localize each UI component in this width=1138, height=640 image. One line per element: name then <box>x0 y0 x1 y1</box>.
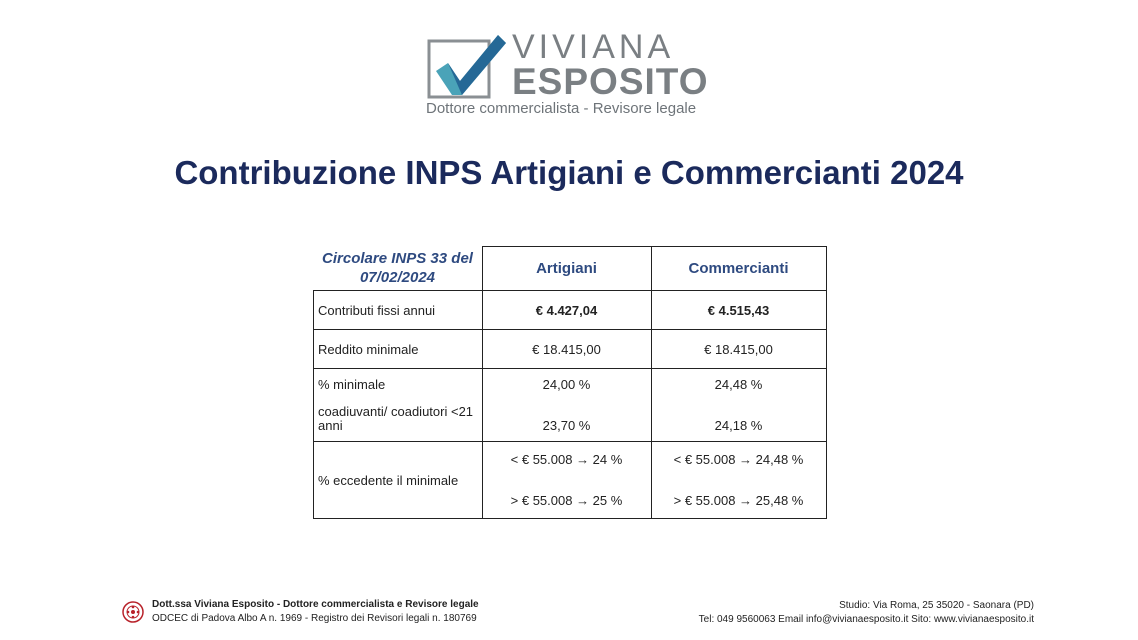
logo-subtitle: Dottore commercialista - Revisore legale <box>426 100 697 117</box>
row-label: Contributi fissi annui <box>314 291 483 330</box>
cell-artigiani <box>482 369 651 442</box>
table-row <box>314 291 827 330</box>
footer-name: Dott.ssa Viviana Esposito - Dottore commercialista e Revisore legale <box>152 599 479 610</box>
odcec-seal-icon <box>122 601 144 623</box>
value-below-threshold: < € 55.008 → 24,48 % <box>673 452 804 467</box>
row-label: coadiuvanti/ coadiutori <21 anni <box>318 404 474 433</box>
cell-commercianti: € 4.515,43 <box>651 291 826 330</box>
footer-address: Studio: Via Roma, 25 35020 - Saonara (PD) <box>839 600 1034 611</box>
cell-commercianti <box>651 369 826 442</box>
checkmark-logo-icon <box>426 33 508 99</box>
row-label: % eccedente il minimale <box>314 442 483 519</box>
cell-artigiani <box>482 442 651 519</box>
table-row <box>314 442 827 519</box>
row-label: Reddito minimale <box>314 330 483 369</box>
value-minimale: 24,00 % <box>542 377 591 392</box>
cell-commercianti <box>651 442 826 519</box>
cell-artigiani: € 4.427,04 <box>482 291 651 330</box>
value-coadiuvanti: 24,18 % <box>714 418 763 433</box>
logo <box>426 28 726 123</box>
cell-commercianti: € 18.415,00 <box>651 330 826 369</box>
value-below-threshold: < € 55.008 → 24 % <box>510 452 623 467</box>
contribution-table <box>313 246 827 519</box>
logo-name-last: ESPOSITO <box>512 61 709 102</box>
footer-contacts: Tel: 049 9560063 Email info@vivianaesposito.it Sito: www.vivianaesposito.it <box>698 614 1034 625</box>
footer-right <box>699 599 1034 627</box>
column-header-commercianti: Commercianti <box>651 247 826 291</box>
logo-name-first: VIVIANA <box>512 28 675 66</box>
footer-registry: ODCEC di Padova Albo A n. 1969 - Registro dei Revisori legali n. 180769 <box>152 613 477 624</box>
row-label-cell <box>314 369 483 442</box>
page-title: Contribuzione INPS Artigiani e Commercianti 2024 <box>174 154 964 191</box>
value-above-threshold: > € 55.008 → 25,48 % <box>673 493 804 508</box>
table-row <box>314 330 827 369</box>
value-coadiuvanti: 23,70 % <box>542 418 591 433</box>
value-minimale: 24,48 % <box>714 377 763 392</box>
column-header-artigiani: Artigiani <box>482 247 651 291</box>
table-corner-label: Circolare INPS 33 del 07/02/2024 <box>314 247 483 291</box>
cell-artigiani: € 18.415,00 <box>482 330 651 369</box>
row-label: % minimale <box>318 377 386 392</box>
value-above-threshold: > € 55.008 → 25 % <box>510 493 623 508</box>
table-header-row <box>314 247 827 291</box>
table-row <box>314 369 827 442</box>
